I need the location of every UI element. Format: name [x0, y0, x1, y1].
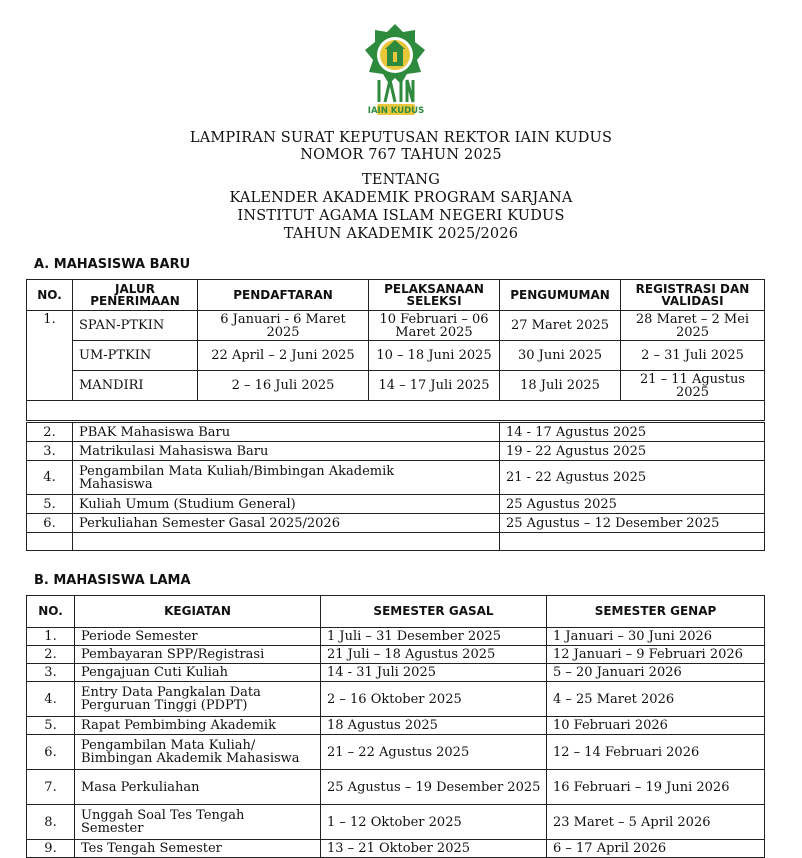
jalur-registrasi: 2 – 31 Juli 2025	[621, 341, 765, 371]
header-pengumuman: PENGUMUMAN	[500, 280, 621, 311]
table-row	[27, 311, 765, 341]
table-row	[27, 423, 765, 442]
row-waktu: 21 - 22 Agustus 2025	[500, 461, 765, 495]
row-no: 6.	[27, 735, 75, 770]
jalur-name: SPAN-PTKIN	[73, 311, 198, 341]
row-no: 1.	[27, 311, 73, 401]
jalur-registrasi: 28 Maret – 2 Mei 2025	[621, 311, 765, 341]
row-genap: 12 – 14 Februari 2026	[547, 735, 765, 770]
spacer-cell	[27, 533, 73, 551]
row-genap: 16 Februari – 19 Juni 2026	[547, 770, 765, 805]
spacer-row	[27, 533, 765, 551]
iain-kudus-logo	[357, 22, 433, 116]
section-b-title: B. MAHASISWA LAMA	[34, 573, 191, 588]
row-no: 2.	[27, 423, 73, 442]
header-semester-genap: SEMESTER GENAP	[547, 596, 765, 628]
jalur-umum: 27 Maret 2025	[500, 311, 621, 341]
row-kegiatan: Pengambilan Mata Kuliah/Bimbingan Akademik Mahasiswa	[73, 461, 500, 495]
header-no: NO.	[27, 596, 75, 628]
row-no: 5.	[27, 495, 73, 514]
spacer-cell	[73, 533, 500, 551]
row-no: 4.	[27, 461, 73, 495]
row-no: 8.	[27, 805, 75, 840]
table-row	[27, 717, 765, 735]
row-no: 4.	[27, 682, 75, 717]
table-row	[27, 735, 765, 770]
row-genap: 6 – 17 April 2026	[547, 840, 765, 858]
row-no: 9.	[27, 840, 75, 858]
table-row	[27, 461, 765, 495]
table-row	[27, 341, 765, 371]
table-mahasiswa-lama	[26, 595, 765, 858]
header-kegiatan: KEGIATAN	[75, 596, 321, 628]
jalur-name: MANDIRI	[73, 371, 198, 401]
table-row	[27, 442, 765, 461]
row-waktu: 25 Agustus 2025	[500, 495, 765, 514]
row-kegiatan: Pembayaran SPP/Registrasi	[75, 646, 321, 664]
row-gasal: 21 Juli – 18 Agustus 2025	[321, 646, 547, 664]
table-row	[27, 682, 765, 717]
spacer-cell	[27, 401, 765, 421]
row-gasal: 2 – 16 Oktober 2025	[321, 682, 547, 717]
row-kegiatan: PBAK Mahasiswa Baru	[73, 423, 500, 442]
row-kegiatan: Kuliah Umum (Studium General)	[73, 495, 500, 514]
row-gasal: 25 Agustus – 19 Desember 2025	[321, 770, 547, 805]
jalur-daftar: 2 – 16 Juli 2025	[198, 371, 369, 401]
row-kegiatan: Unggah Soal Tes Tengah Semester	[75, 805, 321, 840]
row-gasal: 21 – 22 Agustus 2025	[321, 735, 547, 770]
jalur-seleksi: 10 – 18 Juni 2025	[369, 341, 500, 371]
row-kegiatan: Pengajuan Cuti Kuliah	[75, 664, 321, 682]
row-no: 3.	[27, 442, 73, 461]
header-line-3: TENTANG	[362, 172, 440, 188]
row-no: 5.	[27, 717, 75, 735]
table-b-header-row	[27, 596, 765, 628]
row-kegiatan: Pengambilan Mata Kuliah/ Bimbingan Akademik Mahasiswa	[75, 735, 321, 770]
row-no: 1.	[27, 628, 75, 646]
table-row	[27, 840, 765, 858]
header-line-2: NOMOR 767 TAHUN 2025	[300, 147, 502, 163]
row-gasal: 13 – 21 Oktober 2025	[321, 840, 547, 858]
header-line-1: LAMPIRAN SURAT KEPUTUSAN REKTOR IAIN KUDUS	[189, 130, 613, 146]
jalur-name: UM-PTKIN	[73, 341, 198, 371]
row-genap: 23 Maret – 5 April 2026	[547, 805, 765, 840]
row-genap: 4 – 25 Maret 2026	[547, 682, 765, 717]
table-row	[27, 664, 765, 682]
header-line-5: INSTITUT AGAMA ISLAM NEGERI KUDUS	[237, 208, 565, 224]
row-no: 2.	[27, 646, 75, 664]
spacer-row	[27, 401, 765, 421]
row-kegiatan: Masa Perkuliahan	[75, 770, 321, 805]
row-kegiatan: Rapat Pembimbing Akademik	[75, 717, 321, 735]
row-gasal: 18 Agustus 2025	[321, 717, 547, 735]
logo-text: IAIN KUDUS	[367, 106, 425, 116]
row-waktu: 14 - 17 Agustus 2025	[500, 423, 765, 442]
row-genap: 12 Januari – 9 Februari 2026	[547, 646, 765, 664]
table-row	[27, 805, 765, 840]
table-row	[27, 514, 765, 533]
header-no: NO.	[27, 280, 73, 311]
header-registrasi: REGISTRASI DAN VALIDASI	[621, 280, 765, 311]
header-pendaftaran: PENDAFTARAN	[198, 280, 369, 311]
row-waktu: 25 Agustus – 12 Desember 2025	[500, 514, 765, 533]
table-a-header-row	[27, 280, 765, 311]
row-kegiatan: Entry Data Pangkalan Data Perguruan Tinggi (PDPT)	[75, 682, 321, 717]
jalur-daftar: 22 April – 2 Juni 2025	[198, 341, 369, 371]
row-no: 6.	[27, 514, 73, 533]
spacer-cell	[500, 533, 765, 551]
section-a-title: A. MAHASISWA BARU	[34, 257, 191, 272]
header-seleksi: PELAKSANAAN SELEKSI	[369, 280, 500, 311]
jalur-umum: 30 Juni 2025	[500, 341, 621, 371]
jalur-registrasi: 21 – 11 Agustus 2025	[621, 371, 765, 401]
table-row	[27, 646, 765, 664]
row-gasal: 14 - 31 Juli 2025	[321, 664, 547, 682]
jalur-seleksi: 14 – 17 Juli 2025	[369, 371, 500, 401]
row-genap: 5 – 20 Januari 2026	[547, 664, 765, 682]
table-row	[27, 371, 765, 401]
header-line-6: TAHUN AKADEMIK 2025/2026	[283, 226, 519, 242]
jalur-seleksi: 10 Februari – 06 Maret 2025	[369, 311, 500, 341]
row-kegiatan: Periode Semester	[75, 628, 321, 646]
table-mahasiswa-baru-kegiatan	[26, 422, 765, 551]
table-row	[27, 495, 765, 514]
header-line-4: KALENDER AKADEMIK PROGRAM SARJANA	[229, 190, 573, 206]
row-kegiatan: Tes Tengah Semester	[75, 840, 321, 858]
header-semester-gasal: SEMESTER GASAL	[321, 596, 547, 628]
row-no: 3.	[27, 664, 75, 682]
jalur-umum: 18 Juli 2025	[500, 371, 621, 401]
header-jalur: JALUR PENERIMAAN	[73, 280, 198, 311]
table-row	[27, 770, 765, 805]
row-no: 7.	[27, 770, 75, 805]
table-row	[27, 628, 765, 646]
jalur-daftar: 6 Januari - 6 Maret 2025	[198, 311, 369, 341]
row-waktu: 19 - 22 Agustus 2025	[500, 442, 765, 461]
row-kegiatan: Perkuliahan Semester Gasal 2025/2026	[73, 514, 500, 533]
row-genap: 10 Februari 2026	[547, 717, 765, 735]
row-gasal: 1 – 12 Oktober 2025	[321, 805, 547, 840]
row-gasal: 1 Juli – 31 Desember 2025	[321, 628, 547, 646]
row-kegiatan: Matrikulasi Mahasiswa Baru	[73, 442, 500, 461]
row-genap: 1 Januari – 30 Juni 2026	[547, 628, 765, 646]
table-mahasiswa-baru	[26, 279, 765, 421]
